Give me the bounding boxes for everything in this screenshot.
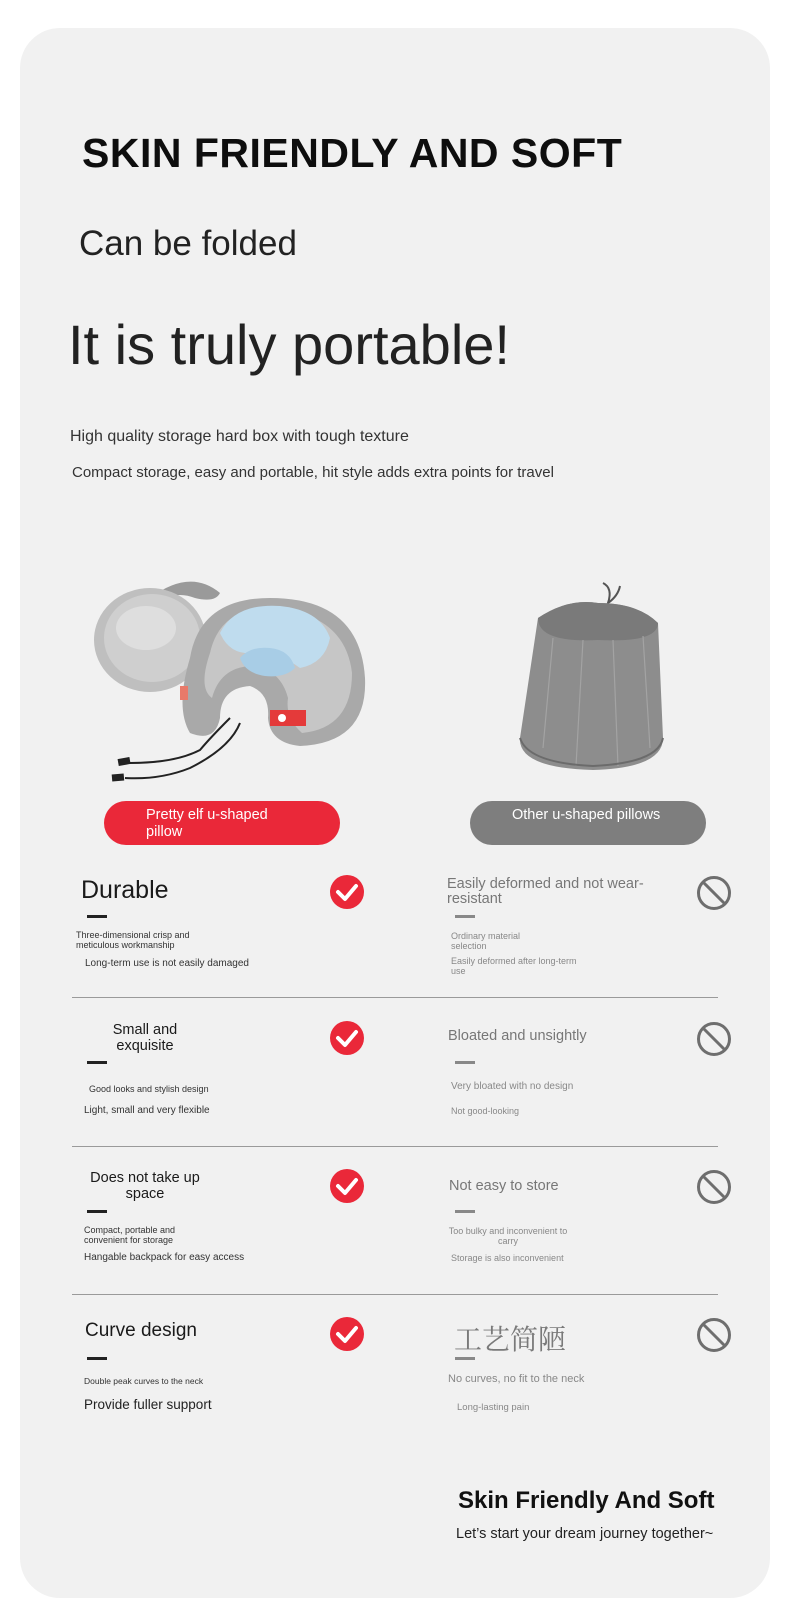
pillow-with-case-image [90,568,390,793]
row-3-right-dash [455,1210,475,1213]
our-pillow-label: Pretty elf u-shaped pillow [104,801,340,845]
row-1-right-line-2: Easily deformed after long-term use [451,956,577,976]
row-4-left-dash [87,1357,107,1360]
row-4-left-line-1: Double peak curves to the neck [84,1376,204,1386]
row-2-left-line-1: Good looks and stylish design [89,1084,209,1094]
row-1-left-line-1: Three-dimensional crisp and meticulous workmanship [76,930,190,950]
row-3-left-line-1: Compact, portable and convenient for storage [84,1225,176,1245]
row-2-right-line-1: Very bloated with no design [451,1081,574,1092]
row-4-left-title: Curve design [85,1320,197,1341]
check-icon [329,1316,365,1352]
row-divider [72,1146,718,1147]
row-2-left-dash [87,1061,107,1064]
row-4-right-line-2: Long-lasting pain [457,1402,530,1413]
row-3-left-dash [87,1210,107,1213]
prohibited-icon [696,1317,732,1353]
row-4-right-dash [455,1357,475,1360]
row-1-right-title: Easily deformed and not wear-resistant [447,876,644,907]
other-pillow-label: Other u-shaped pillows [470,801,706,845]
row-3-right-line-2: Storage is also inconvenient [451,1253,564,1263]
row-1-right-dash [455,915,475,918]
check-icon [329,1020,365,1056]
footer-title: Skin Friendly And Soft [458,1487,715,1514]
drawstring-bag-image [508,578,678,778]
description-line-2: Compact storage, easy and portable, hit style adds extra points for travel [72,464,554,481]
footer-subtitle: Let’s start your dream journey together~ [456,1526,714,1542]
row-3-left-title: Does not take up space [90,1170,200,1202]
description-line-1: High quality storage hard box with tough texture [70,428,409,445]
page-title: SKIN FRIENDLY AND SOFT [82,130,623,176]
row-3-left-line-2: Hangable backpack for easy access [84,1252,245,1263]
row-2-right-title: Bloated and unsightly [448,1028,587,1044]
row-2-right-dash [455,1061,475,1064]
row-2-right-line-2: Not good-looking [451,1106,520,1116]
row-4-right-line-1: No curves, no fit to the neck [448,1373,585,1385]
row-1-left-dash [87,915,107,918]
prohibited-icon [696,1169,732,1205]
row-4-left-line-2: Provide fuller support [84,1397,212,1412]
row-3-right-line-1: Too bulky and inconvenient to carry [448,1226,568,1246]
check-icon [329,1168,365,1204]
check-icon [329,874,365,910]
page-subtitle: Can be folded [79,224,297,263]
headline: It is truly portable! [68,313,510,376]
row-1-left-title: Durable [81,876,169,904]
row-1-left-line-2: Long-term use is not easily damaged [85,958,249,969]
row-divider [72,1294,718,1295]
row-4-right-title: 工艺简陋 [454,1323,567,1356]
row-2-left-title: Small and exquisite [112,1022,178,1054]
row-divider [72,997,718,998]
prohibited-icon [696,875,732,911]
row-3-right-title: Not easy to store [449,1178,559,1194]
row-1-right-line-1: Ordinary material selection [451,931,521,951]
row-2-left-line-2: Light, small and very flexible [84,1105,210,1116]
prohibited-icon [696,1021,732,1057]
